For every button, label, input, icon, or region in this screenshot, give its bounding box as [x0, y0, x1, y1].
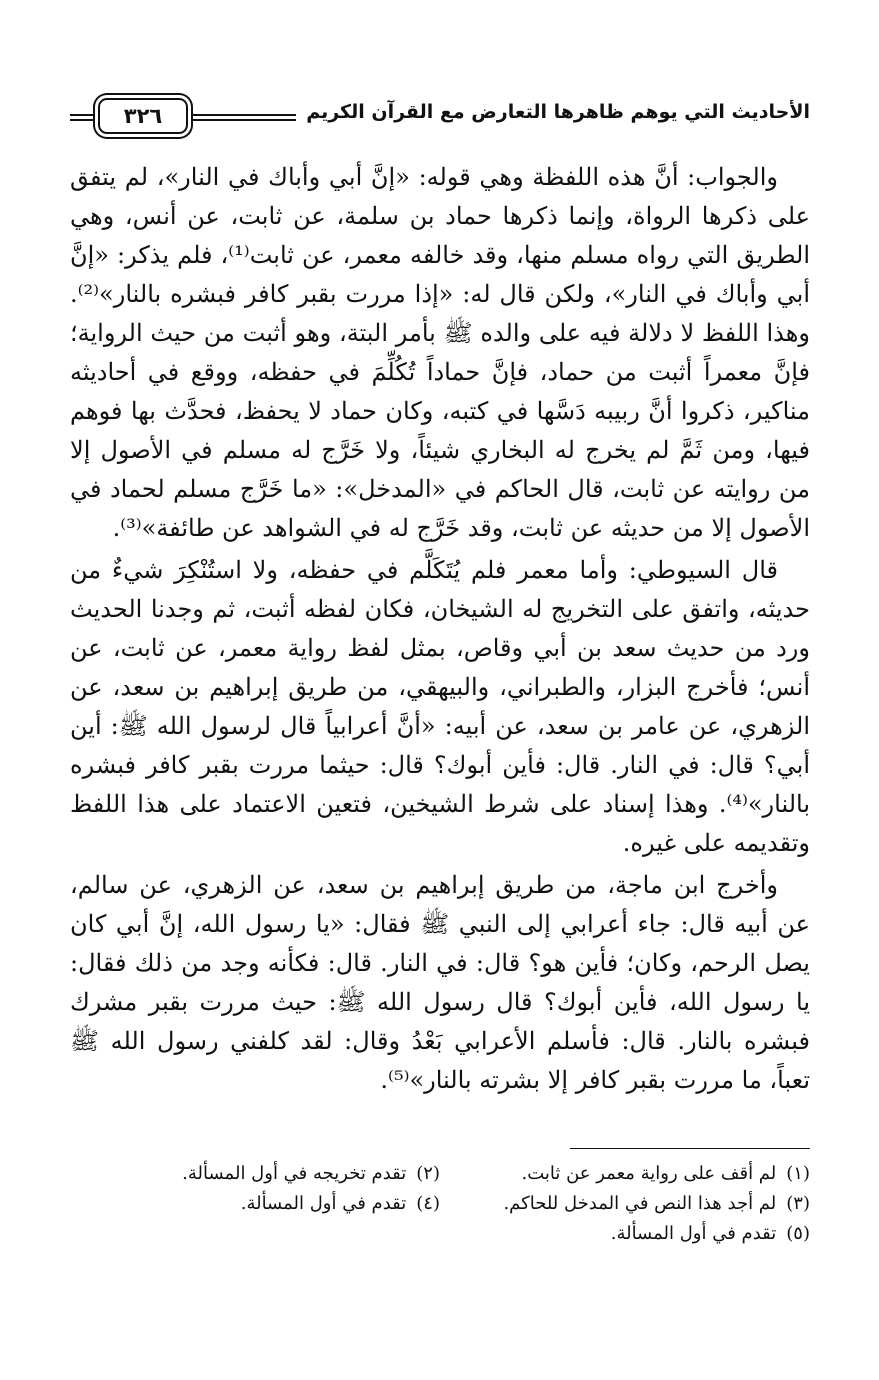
footnotes: [70, 1159, 810, 1249]
running-title: الأحاديث التي يوهم ظاهرها التعارض مع القرآن الكريم: [296, 96, 810, 128]
paragraph: وأخرج ابن ماجة، من طريق إبراهيم بن سعد، عن الزهري، عن سالم، عن أبيه قال: جاء أعرابي إلى النبي ﷺ فقال: «يا رسول الله، إنَّ أبي كان يصل الرحم، وكان؛ فأين هو؟ قال: في النار. قال: فكأنه وجد من ذلك فقال: يا رسول الله، فأين أبوك؟ قال رسول الله ﷺ: حيث مررت بقبر مشرك فبشره بالنار. قال: فأسلم الأعرابي بَعْدُ وقال: لقد كلفني رسول الله ﷺ تعباً، ما مررت بقبر كافر إلا بشرته بالنار»⁽⁵⁾.: [70, 871, 811, 1094]
footnote-2: (٢)تقدم تخريجه في أول المسألة.: [182, 1163, 440, 1184]
page-header: [70, 96, 810, 140]
book-page: [70, 96, 810, 1249]
main-text: [70, 158, 810, 1100]
paragraph: قال السيوطي: وأما معمر فلم يُتَكَلَّم في حفظه، ولا استُنْكِرَ شيءٌ من حديثه، واتفق على التخريج له الشيخان، فكان لفظه أثبت، ثم وجدنا الحديث ورد من حديث سعد بن أبي وقاص، بمثل لفظ رواية معمر، عن ثابت، عن أنس؛ فأخرج البزار، والطبراني، والبيهقي، من طريق إبراهيم بن سعد، عن الزهري، عن عامر بن سعد، عن أبيه: «أنَّ أعرابياً قال لرسول الله ﷺ: أين أبي؟ قال: في النار. قال: فأين أبوك؟ قال: حيثما مررت بقبر كافر فبشره بالنار»⁽⁴⁾. وهذا إسناد على شرط الشيخين، فتعين الاعتماد على هذا اللفظ وتقديمه على غيره.: [70, 556, 810, 857]
footnote-4: (٤)تقدم في أول المسألة.: [240, 1193, 440, 1214]
footnote-3: (٣)لم أجد هذا النص في المدخل للحاكم.: [503, 1193, 810, 1214]
page-number: ٣٢٦: [98, 98, 188, 134]
paragraph: والجواب: أنَّ هذه اللفظة وهي قوله: «إنَّ أبي وأباك في النار»، لم يتفق على ذكرها الرواة، وإنما ذكرها حماد بن سلمة، عن ثابت، عن أنس، وهي الطريق التي رواه مسلم منها، وقد خالفه معمر، عن ثابت⁽¹⁾، فلم يذكر: «إنَّ أبي وأباك في النار»، ولكن قال له: «إذا مررت بقبر كافر فبشره بالنار»⁽²⁾. وهذا اللفظ لا دلالة فيه على والده ﷺ بأمر البتة، وهو أثبت من حيث الرواية؛ فإنَّ معمراً أثبت من حماد، فإنَّ حماداً تُكُلِّمَ في حفظه، ووقع في أحاديثه مناكير، ذكروا أنَّ ربيبه دَسَّها في كتبه، وكان حماد لا يحفظ، فحدَّث بها فوهم فيها، ومن ثَمَّ لم يخرج له البخاري شيئاً، ولا خَرَّج له مسلم في الأصول إلا من روايته عن ثابت، قال الحاكم في «المدخل»: «ما خَرَّج مسلم لحماد في الأصول إلا من حديثه عن ثابت، وقد خَرَّج له في الشواهد عن طائفة»⁽³⁾.: [70, 163, 810, 542]
footnote-1: (١)لم أقف على رواية معمر عن ثابت.: [521, 1163, 810, 1184]
footnote-separator: [570, 1148, 810, 1149]
footnote-5: (٥)تقدم في أول المسألة.: [610, 1223, 810, 1244]
